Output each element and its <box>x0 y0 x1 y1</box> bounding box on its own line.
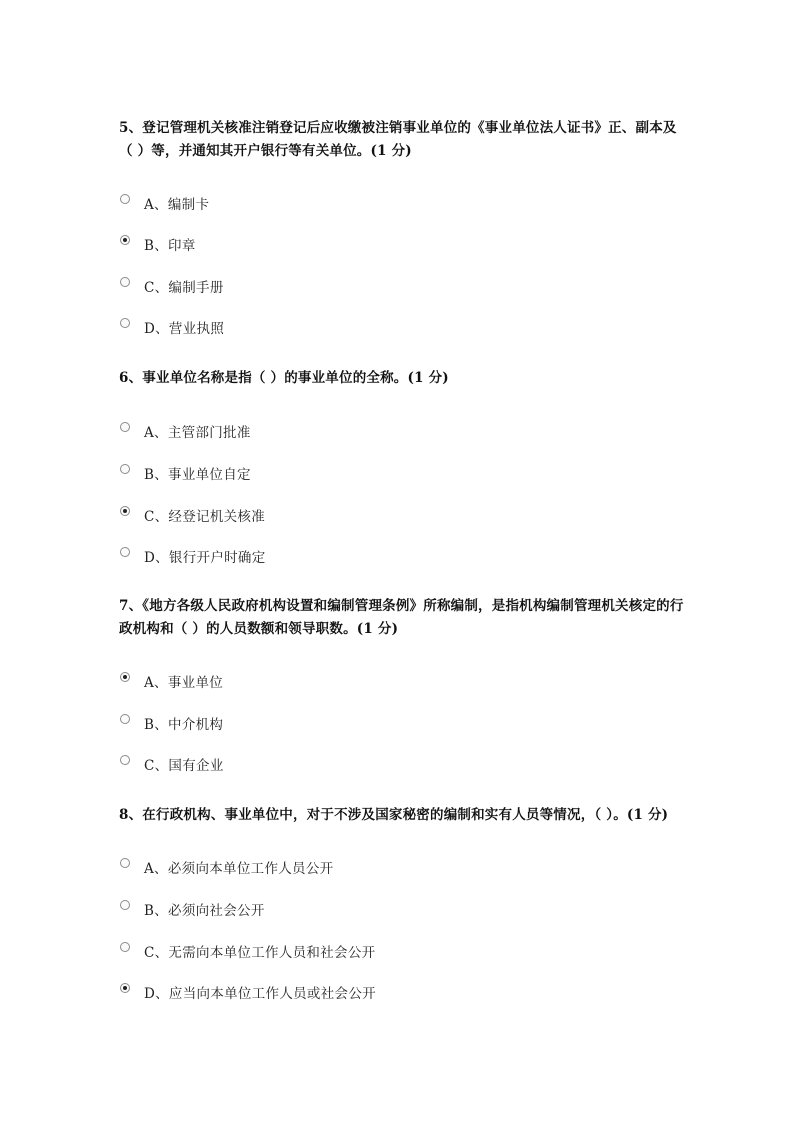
radio-button-icon[interactable] <box>120 506 130 516</box>
radio-button-icon[interactable] <box>120 277 130 287</box>
radio-button-icon[interactable] <box>120 983 130 993</box>
question-7-text: 7、《地方各级人民政府机构设置和编制管理条例》所称编制，是指机构编制管理机关核定的行政机构和（ ）的人员数额和领导职数。(1 分) <box>119 598 684 637</box>
question-7-option-b[interactable] <box>120 714 223 736</box>
option-label: B、必须向社会公开 <box>144 903 265 919</box>
question-8-option-a[interactable] <box>120 858 333 880</box>
radio-button-icon[interactable] <box>120 672 130 682</box>
option-label: A、主管部门批准 <box>144 425 251 441</box>
radio-button-icon[interactable] <box>120 194 130 204</box>
radio-button-icon[interactable] <box>120 422 130 432</box>
radio-button-icon[interactable] <box>120 547 130 557</box>
option-label: B、印章 <box>144 238 196 254</box>
question-5-option-c[interactable] <box>120 277 224 299</box>
question-6-option-d[interactable] <box>120 547 266 569</box>
radio-button-icon[interactable] <box>120 900 130 910</box>
radio-button-icon[interactable] <box>120 318 130 328</box>
question-6-option-c[interactable] <box>120 506 265 528</box>
option-label: C、无需向本单位工作人员和社会公开 <box>144 945 376 961</box>
question-5-option-d[interactable] <box>120 318 224 340</box>
question-6-option-b[interactable] <box>120 464 251 486</box>
question-6-text: 6、事业单位名称是指（ ）的事业单位的全称。(1 分) <box>119 370 449 386</box>
question-5-option-a[interactable] <box>120 194 209 216</box>
option-label: C、编制手册 <box>144 280 224 296</box>
option-label: A、必须向本单位工作人员公开 <box>144 861 334 877</box>
option-label: A、编制卡 <box>144 197 210 213</box>
option-label: B、事业单位自定 <box>144 467 251 483</box>
question-8-option-d[interactable] <box>120 983 376 1005</box>
option-label: D、银行开户时确定 <box>144 550 266 566</box>
option-label: C、经登记机关核准 <box>144 509 266 525</box>
question-5-text: 5、登记管理机关核准注销登记后应收缴被注销事业单位的《事业单位法人证书》正、副本及（ ）等，并通知其开户银行等有关单位。(1 分) <box>119 120 677 159</box>
question-5-option-b[interactable] <box>120 235 196 257</box>
radio-button-icon[interactable] <box>120 858 130 868</box>
question-8-option-b[interactable] <box>120 900 265 922</box>
question-6-option-a[interactable] <box>120 422 251 444</box>
question-8-text: 8、在行政机构、事业单位中，对于不涉及国家秘密的编制和实有人员等情况，（ ）。(1 分) <box>119 807 669 823</box>
option-label: A、事业单位 <box>144 675 224 691</box>
radio-button-icon[interactable] <box>120 464 130 474</box>
radio-button-icon[interactable] <box>120 942 130 952</box>
option-label: B、中介机构 <box>144 717 224 733</box>
radio-button-icon[interactable] <box>120 714 130 724</box>
option-label: C、国有企业 <box>144 758 224 774</box>
question-8-option-c[interactable] <box>120 942 375 964</box>
option-label: D、应当向本单位工作人员或社会公开 <box>144 986 376 1002</box>
question-7-option-a[interactable] <box>120 672 223 694</box>
option-label: D、营业执照 <box>144 321 225 337</box>
radio-button-icon[interactable] <box>120 755 130 765</box>
question-7-option-c[interactable] <box>120 755 224 777</box>
radio-button-icon[interactable] <box>120 235 130 245</box>
